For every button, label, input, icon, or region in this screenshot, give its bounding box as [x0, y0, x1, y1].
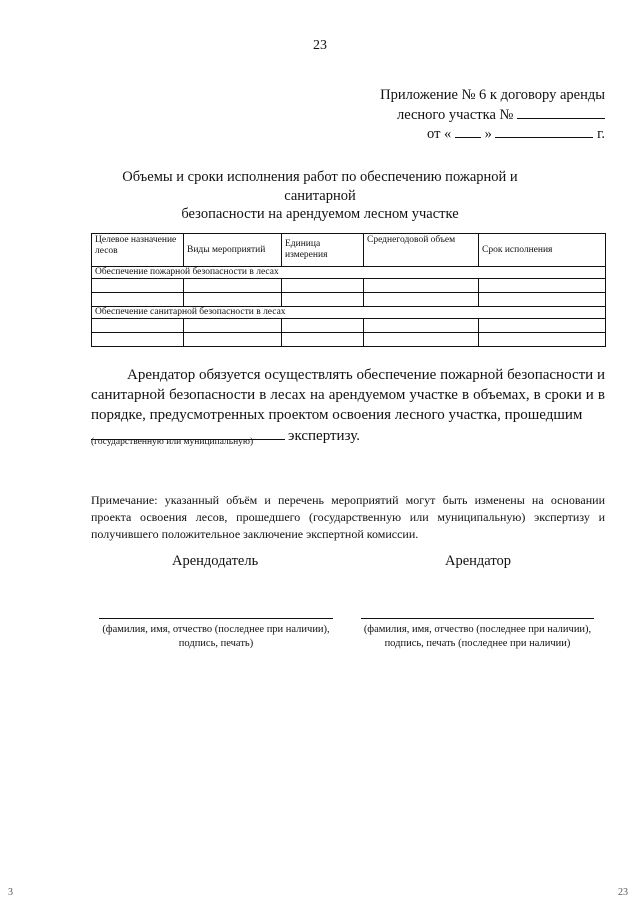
obligation-text: Арендатор обязуется осуществлять обеспечение пожарной безопасности и санитарной безопасности в лесах на арендуемом участке в объемах, в сроки и в порядке, предусмотренных проектом освоения лесного участка, прошедшим [91, 367, 605, 423]
expertise-hint: (государственную или муниципальную) [91, 437, 254, 447]
lessor-caption-line1: (фамилия, имя, отчество (последнее при наличии), [102, 624, 330, 635]
table-row [92, 319, 606, 333]
page-number: 23 [313, 38, 327, 53]
lessor-caption-line2: подпись, печать) [178, 638, 254, 649]
header-unit: Единица измерения [282, 234, 364, 267]
date-month-blank[interactable] [495, 124, 593, 138]
lessee-caption-line1: (фамилия, имя, отчество (последнее при наличии), [363, 624, 592, 635]
table-row [92, 333, 606, 347]
lessee-title: Арендатор [445, 553, 512, 569]
title-line1: Объемы и сроки исполнения работ по обеспечению пожарной и санитарной [122, 169, 518, 204]
date-year-label: г. [597, 126, 605, 142]
lessee-signature-line[interactable] [361, 618, 594, 619]
date-quote-close: » [484, 126, 492, 142]
appendix-line2-text: лесного участка № [396, 106, 514, 123]
appendix-header [330, 86, 605, 144]
lessor-title: Арендодатель [172, 553, 259, 569]
section-sanitary-safety: Обеспечение санитарной безопасности в лесах [92, 307, 606, 319]
header-deadline: Срок исполнения [479, 234, 606, 267]
table-header-row [92, 234, 606, 267]
date-from-label: от « [427, 126, 452, 142]
section-fire-safety: Обеспечение пожарной безопасности в лесах [92, 267, 606, 279]
lessor-caption [90, 623, 342, 651]
section-row-fire [92, 267, 606, 279]
obligation-tail: экспертизу. [288, 428, 360, 444]
appendix-line2 [330, 105, 605, 125]
header-activities: Виды мероприятий [184, 234, 282, 267]
note-paragraph: Примечание: указанный объём и перечень мероприятий могут быть изменены на основании проекта освоения лесов, прошедшего (государственную или муниципальную) экспертизу и получившего положительное заключение экспертной комиссии. [91, 493, 605, 541]
title-line2: безопасности на арендуемом лесном участке [181, 206, 459, 222]
lessor-signature-line[interactable] [99, 618, 333, 619]
section-row-sanitary [92, 307, 606, 319]
corner-mark-right: 23 [618, 887, 628, 898]
lessee-caption-line2: подпись, печать (последнее при наличии) [384, 638, 571, 649]
works-table [91, 233, 606, 347]
document-title [90, 168, 550, 224]
header-avg-volume: Среднегодовой объем [364, 234, 479, 267]
contract-number-blank[interactable] [517, 105, 605, 119]
appendix-line3 [330, 124, 605, 144]
table-row [92, 293, 606, 307]
obligation-paragraph [91, 365, 605, 446]
header-forest-purpose: Целевое назначение лесов [92, 234, 184, 267]
table-row [92, 279, 606, 293]
appendix-line1: Приложение № 6 к договору аренды [380, 87, 605, 103]
lessee-caption [350, 623, 605, 651]
date-day-blank[interactable] [455, 124, 481, 138]
corner-mark-left: 3 [8, 887, 13, 898]
